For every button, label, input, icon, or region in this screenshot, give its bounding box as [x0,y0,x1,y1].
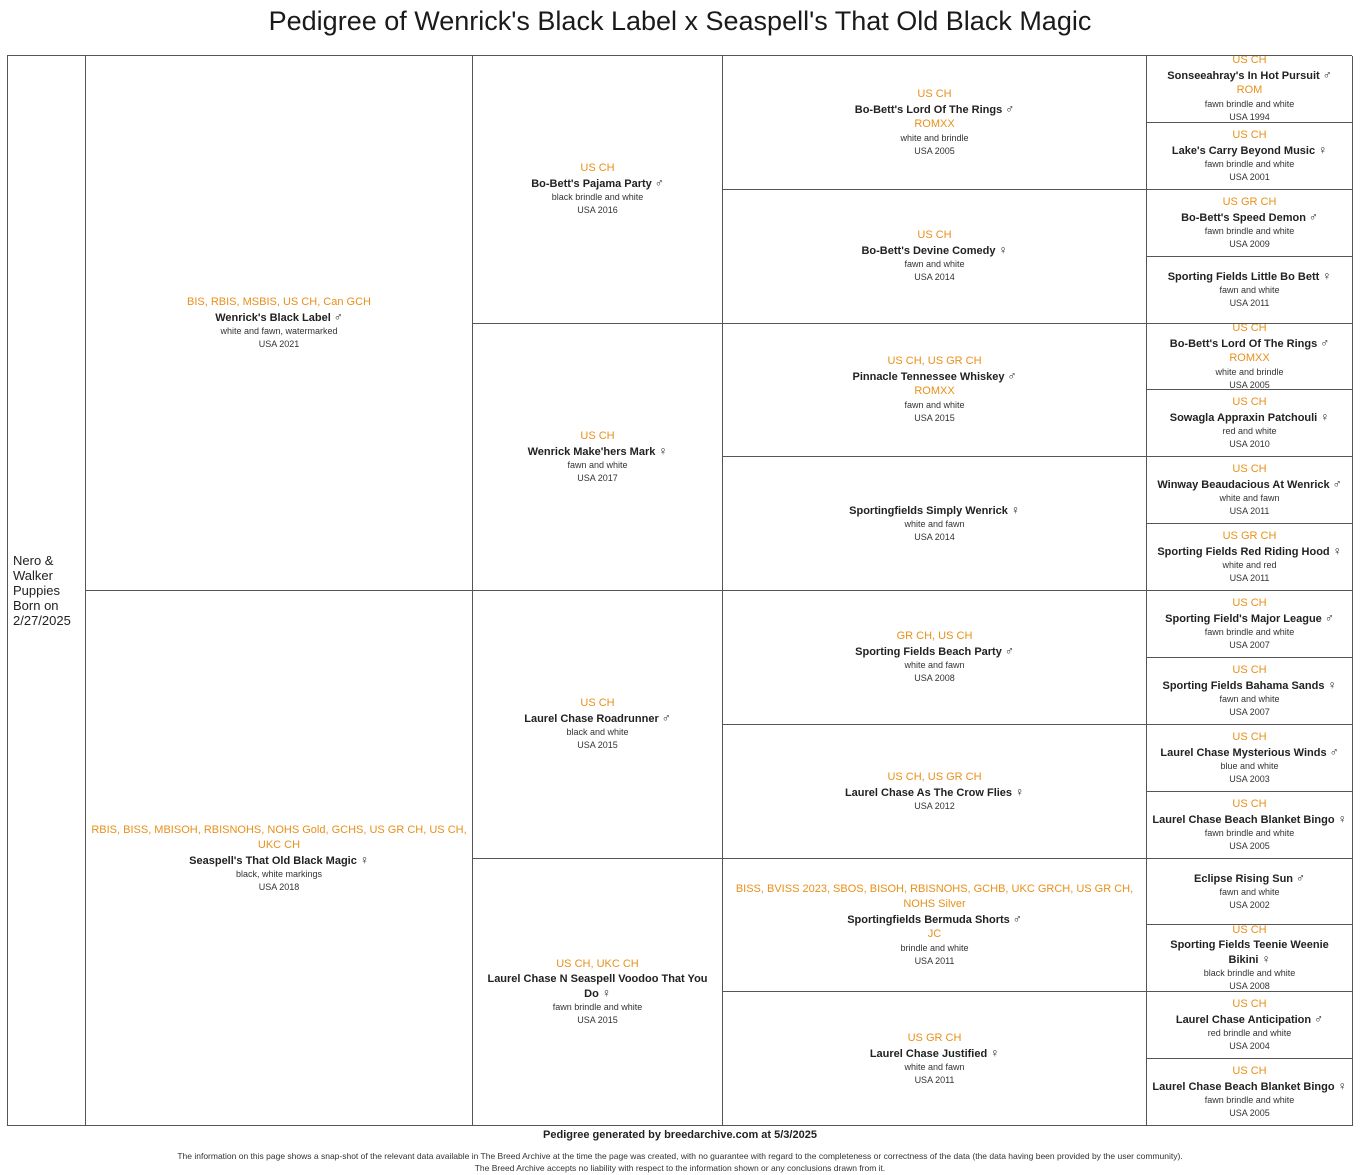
titles: GR CH, US CH [896,630,973,643]
dog-name-row [1163,678,1337,693]
coat-color: white and fawn [904,660,965,671]
ancestor-cell [86,591,473,1126]
titles: US CH [580,429,615,442]
title-suffix: ROMXX [914,117,955,130]
titles: US CH [1232,1065,1267,1078]
page-title: Pedigree of Wenrick's Black Label x Seaspell's That Old Black Magic [268,6,1092,36]
dog-name[interactable]: Bo-Bett's Devine Comedy [861,245,996,258]
dog-name-row [1165,611,1334,626]
ancestor-cell [723,56,1147,190]
origin-year: USA 2011 [1229,506,1270,517]
coat-color: white and brindle [1215,366,1284,377]
titles: US CH, US GR CH [887,355,982,368]
dog-name[interactable]: Wenrick's Black Label [215,312,331,324]
dog-name-row [531,176,664,191]
dog-name[interactable]: Sportingfields Simply Wenrick [849,505,1008,518]
origin-year: USA 2010 [1229,439,1270,450]
dog-name-row [1160,745,1338,760]
titles: US CH [1232,663,1267,676]
coat-color: brindle and white [900,942,969,953]
origin-year: USA 2005 [1229,840,1270,851]
male-icon: ♂ [1308,209,1318,224]
ancestor-cell [723,457,1147,591]
dog-name[interactable]: Laurel Chase Roadrunner [524,713,659,726]
titles: US GR CH [1222,195,1277,208]
origin-year: USA 1994 [1229,112,1270,123]
dog-name[interactable]: Bo-Bett's Lord Of The Rings [854,103,1003,116]
origin-year: USA 2015 [577,740,618,751]
title-suffix: ROM [1236,84,1263,97]
female-icon: ♀ [1322,269,1332,284]
origin-year: USA 2005 [1229,1108,1270,1119]
titles: US CH [1232,323,1267,334]
footer [0,1128,1360,1174]
dog-name[interactable]: Pinnacle Tennessee Whiskey [852,371,1005,384]
ancestor-cell [473,56,723,324]
dog-name-row [1167,68,1331,83]
titles: BISS, BVISS 2023, SBOS, BISOH, RBISNOHS, GCHB, UKC GRCH, US GR CH, NOHS Silver [735,882,1134,910]
titles: US GR CH [1222,530,1277,543]
female-icon: ♀ [1332,544,1342,559]
origin-year: USA 2007 [1229,639,1270,650]
coat-color: fawn brindle and white [1204,158,1295,169]
ancestor-cell [1147,591,1353,658]
female-icon: ♀ [359,852,369,867]
dog-name-row [1150,938,1349,967]
title-suffix: JC [927,927,942,940]
dog-name-row [1157,477,1341,492]
dog-name[interactable]: Sonseeahray's In Hot Pursuit [1167,70,1320,83]
male-icon: ♂ [1004,644,1014,659]
ancestor-cell [1147,992,1353,1059]
titles: US CH [1232,463,1267,476]
dog-name-row [861,243,1007,258]
ancestor-cell [723,859,1147,993]
dog-name[interactable]: Laurel Chase Beach Blanket Bingo [1152,813,1335,826]
coat-color: fawn and white [567,459,628,470]
female-icon: ♀ [1327,677,1337,692]
ancestor-cell [723,725,1147,859]
dog-name-row [1194,871,1305,886]
dog-name[interactable]: Laurel Chase Beach Blanket Bingo [1152,1081,1335,1094]
coat-color: white and fawn, watermarked [220,326,338,336]
origin-year: USA 2016 [577,205,618,216]
title-suffix: ROMXX [1229,351,1270,364]
female-icon: ♀ [658,443,668,458]
dog-name-row [1152,812,1346,827]
dog-name-row [1168,269,1332,284]
titles: US CH, US GR CH [887,770,982,783]
generated-note: Pedigree generated by breedarchive.com at 5/3/2025 [543,1129,817,1141]
dog-name[interactable]: Laurel Chase As The Crow Flies [844,786,1013,799]
ancestor-cell [1147,324,1353,391]
ancestor-cell [723,190,1147,324]
dog-name[interactable]: Sporting Fields Little Bo Bett [1167,271,1320,284]
ancestor-cell [723,324,1147,458]
dog-name-row [528,444,668,459]
ancestor-cell [473,324,723,592]
coat-color: white and brindle [900,132,969,143]
subject-line: 2/27/2025 [13,613,71,628]
dog-name-row [1176,1012,1323,1027]
origin-year: USA 2008 [1229,981,1270,992]
dog-name[interactable]: Sportingfields Bermuda Shorts [847,913,1010,926]
ancestor-cell [1147,725,1353,792]
dog-name[interactable]: Seaspell's That Old Black Magic [189,854,357,867]
origin-year: USA 2005 [1229,379,1270,390]
origin-year: USA 2015 [914,413,955,424]
origin-year: USA 2011 [914,1074,955,1085]
male-icon: ♂ [661,711,671,726]
male-icon: ♂ [1322,68,1332,83]
ancestor-cell [1147,457,1353,524]
ancestor-cell [1147,56,1353,123]
disclaimer: The information on this page shows a snap-shot of the relevant data available in The Breed Archive at the time the page was created, with no guarantee with regard to the completeness or correctness of the data (the data having been provided by the user community). The Breed Archive accepts no liability with respect to the information shown or any conclusions drawn from it. [177,1151,1183,1173]
origin-year: USA 2001 [1229,171,1270,182]
coat-color: fawn and white [1219,886,1280,897]
coat-color: fawn brindle and white [1204,225,1295,236]
dog-name[interactable]: Bo-Bett's Lord Of The Rings [1169,337,1318,350]
subject-line: Walker [13,568,53,583]
ancestor-cell [723,591,1147,725]
origin-year: USA 2008 [914,673,955,684]
titles: US CH [1232,730,1267,743]
dog-name-row [1157,544,1341,559]
coat-color: fawn and white [1219,693,1280,704]
origin-year: USA 2007 [1229,706,1270,717]
dog-name-row [189,853,369,868]
titles: US CH [580,162,615,175]
female-icon: ♀ [1261,952,1271,967]
coat-color: white and fawn [904,1061,965,1072]
subject-line: Nero & [13,553,54,568]
titles: US CH [1232,925,1267,937]
dog-name[interactable]: Laurel Chase Justified [869,1047,988,1060]
origin-year: USA 2003 [1229,773,1270,784]
dog-name-row [1181,210,1318,225]
ancestor-cell [1147,925,1353,992]
coat-color: black brindle and white [1203,968,1296,979]
dog-name[interactable]: Sowagla Appraxin Patchouli [1169,412,1318,425]
ancestor-cell [1147,123,1353,190]
coat-color: black, white markings [235,868,323,879]
coat-color: fawn and white [1219,285,1280,296]
title-suffix: ROMXX [914,385,955,398]
female-icon: ♀ [1010,503,1020,518]
ancestor-cell [86,56,473,591]
titles: US CH [1232,128,1267,141]
dog-name[interactable]: Sporting Fields Beach Party [855,646,1002,659]
dog-name[interactable]: Laurel Chase Mysterious Winds [1160,746,1327,759]
titles: US GR CH [907,1031,962,1044]
female-icon: ♀ [1015,784,1025,799]
dog-name-row [524,711,670,726]
titles: US CH [1232,998,1267,1011]
coat-color: fawn brindle and white [1204,1095,1295,1106]
origin-year: USA 2018 [258,881,300,892]
coat-color: white and fawn [1219,493,1280,504]
coat-color: red brindle and white [1207,1028,1292,1039]
dog-name[interactable]: Sporting Field's Major League [1165,612,1322,625]
dog-name-row [855,644,1014,659]
ancestor-cell [1147,859,1353,926]
origin-year: USA 2004 [1229,1041,1270,1052]
titles: US CH [1232,396,1267,409]
origin-year: USA 2011 [1229,573,1270,584]
dog-name-row [1170,410,1330,425]
subject-line: Puppies [13,583,60,598]
dog-name[interactable]: Laurel Chase N Seaspell Voodoo That You Do [487,972,708,1000]
male-icon: ♂ [1296,870,1306,885]
origin-year: USA 2002 [1229,899,1270,910]
dog-name[interactable]: Lake's Carry Beyond Music [1171,144,1316,157]
dog-name[interactable]: Bo-Bett's Pajama Party [531,178,652,191]
female-icon: ♀ [1318,142,1328,157]
female-icon: ♀ [601,985,611,1000]
dog-name[interactable]: Sporting Fields Red Riding Hood [1157,546,1330,559]
subject-cell [8,56,86,1126]
female-icon: ♀ [990,1045,1000,1060]
titles: US CH [580,697,615,710]
dog-name-row [1170,336,1329,351]
ancestor-cell [1147,190,1353,257]
titles: US CH [1232,797,1267,810]
coat-color: white and fawn [904,519,965,530]
dog-name[interactable]: Bo-Bett's Speed Demon [1181,211,1306,224]
ancestor-cell [1147,257,1353,324]
dog-name[interactable]: Laurel Chase Anticipation [1175,1014,1312,1027]
male-icon: ♂ [1320,335,1330,350]
origin-year: USA 2015 [577,1014,618,1025]
male-icon: ♂ [1007,369,1017,384]
dog-name-row [1172,143,1327,158]
origin-year: USA 2009 [1229,238,1270,249]
dog-name[interactable]: Sporting Fields Teenie Weenie Bikini [1170,939,1329,967]
ancestor-cell [723,992,1147,1126]
coat-color: fawn and white [904,400,965,411]
coat-color: black brindle and white [551,192,644,203]
male-icon: ♂ [1324,610,1334,625]
pedigree-grid [7,55,1352,1126]
subject-line: Born on [13,598,59,613]
ancestor-cell [1147,390,1353,457]
ancestor-cell [1147,792,1353,859]
coat-color: fawn brindle and white [1204,827,1295,838]
titles: US CH [1232,596,1267,609]
ancestor-cell [1147,1059,1353,1126]
dog-name-row [845,785,1024,800]
dog-name-row [855,102,1014,117]
coat-color: red and white [1222,426,1277,437]
dog-name-row [870,1046,999,1061]
titles: US CH [1232,56,1267,67]
female-icon: ♀ [998,243,1008,258]
coat-color: fawn brindle and white [1204,99,1295,110]
origin-year: USA 2017 [577,472,618,483]
ancestor-cell [1147,524,1353,591]
origin-year: USA 2011 [1229,298,1270,309]
origin-year: USA 2012 [914,800,955,811]
female-icon: ♀ [1337,811,1347,826]
titles: US CH [917,229,952,242]
male-icon: ♂ [1314,1012,1324,1027]
titles: RBIS, BISS, MBISOH, RBISNOHS, NOHS Gold, GCHS, US GR CH, US CH, UKC CH [91,823,467,851]
dog-name-row [849,503,1020,518]
dog-name-row [215,310,343,325]
dog-name-row [847,912,1022,927]
ancestor-cell [473,591,723,859]
dog-name-row [852,369,1016,384]
male-icon: ♂ [1005,101,1015,116]
coat-color: fawn brindle and white [1204,626,1295,637]
dog-name[interactable]: Sporting Fields Bahama Sands [1162,679,1325,692]
coat-color: white and red [1222,560,1277,571]
coat-color: fawn brindle and white [552,1001,643,1012]
ancestor-cell [473,859,723,1127]
titles: US CH [917,87,952,100]
dog-name[interactable]: Wenrick Make'hers Mark [527,445,656,458]
origin-year: USA 2011 [914,955,955,966]
coat-color: blue and white [1220,760,1279,771]
origin-year: USA 2014 [914,272,955,283]
origin-year: USA 2014 [914,532,955,543]
male-icon: ♂ [333,310,343,324]
male-icon: ♂ [1332,477,1342,492]
dog-name-row [476,972,719,1001]
ancestor-cell [1147,658,1353,725]
male-icon: ♂ [1012,911,1022,926]
origin-year: USA 2021 [258,339,300,349]
male-icon: ♂ [654,176,664,191]
coat-color: fawn and white [904,259,965,270]
titles: BIS, RBIS, MSBIS, US CH, Can GCH [187,296,371,308]
titles: US CH, UKC CH [556,957,639,970]
female-icon: ♀ [1320,410,1330,425]
female-icon: ♀ [1337,1079,1347,1094]
dog-name-row [1152,1079,1346,1094]
male-icon: ♂ [1329,744,1339,759]
dog-name[interactable]: Winway Beaudacious At Wenrick [1157,479,1330,492]
coat-color: black and white [566,727,629,738]
origin-year: USA 2005 [914,145,955,156]
dog-name[interactable]: Eclipse Rising Sun [1193,872,1294,885]
